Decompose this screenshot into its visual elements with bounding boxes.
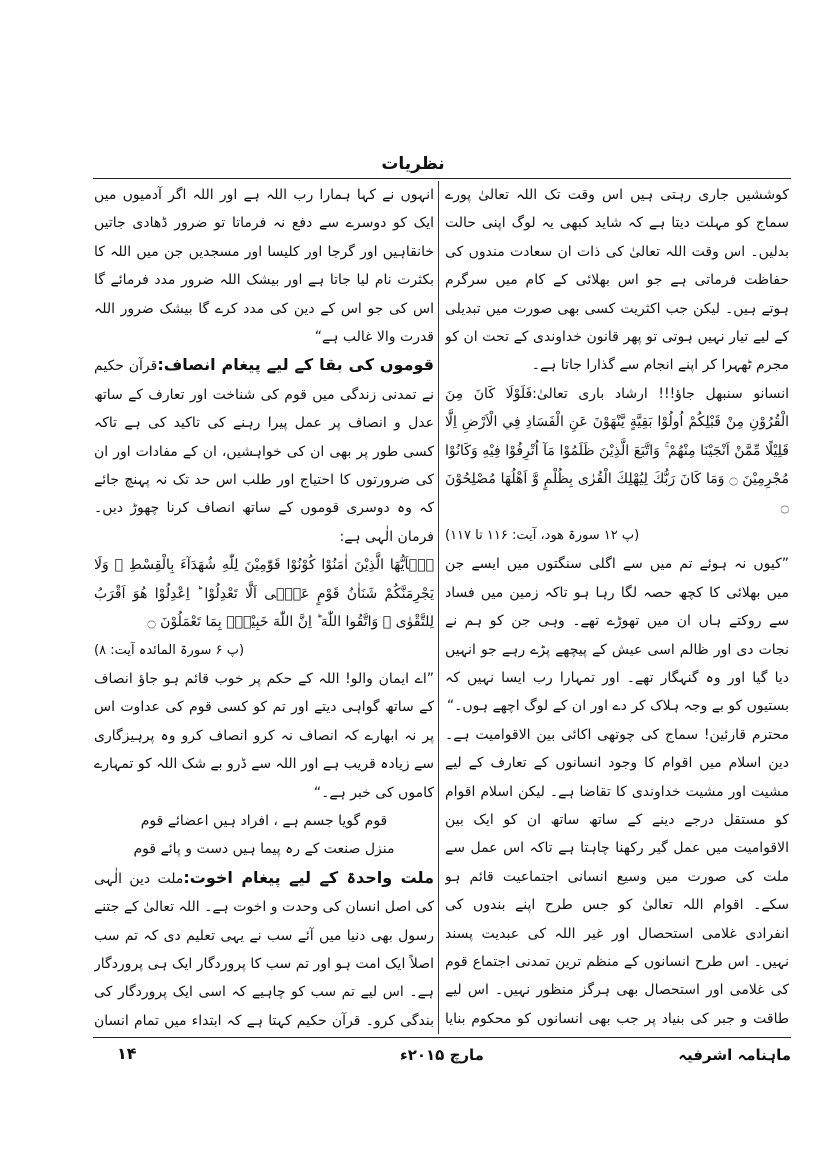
section-title: نظریات [381,154,445,174]
paragraph: محترم قارئین! سماج کی چوتھی اکائی بین الاقوامیت ہے۔ دین اسلام میں اقوام کا وجود انسانوں کے تعارف کے لیے مشیت اور مشیت خداوندی کا تقاضا ہے۔ لیکن اسلام اقوام کو مستقل درجے دینے کے ساتھ ساتھ ان کو ایک بین الاقوامیت میں عمل گیر رکھنا چاہتا ہے تاکہ اس عمل سے ملت کی صورت میں وسیع انسانی اجتماعیت قائم ہو سکے۔ اقوام اللہ تعالیٰ کو جس طرح اپنے بندوں کی انفرادی غلامی استحصال اور غیر اللہ کی عبدیت پسند نہیں۔ اس طرح انسانوں کے منظم ترین تمدنی اجتماع قوم کی غلامی اور استحصال بھی ہرگز منظور نہیں۔ اس لیے طاقت و جبر کی بنیاد پر جب بھی انسانوں کو محکوم بنایا [445,726,789,1027]
column-divider [438,181,439,1034]
magazine-name: ماہنامہ اشرفیہ [678,1046,791,1064]
page-number: ۱۴ [117,1044,137,1063]
paragraph: انہوں نے کہا ہمارا رب اللہ ہے اور اللہ اگر آدمیوں میں ایک کو دوسرے سے دفع نہ فرماتا تو ضرور ڈھادی جاتیں خانقاہیں اور گرجا اور کلیسا اور مسجدیں جن میں اللہ کا بکثرت نام لیا جاتا ہے اور بیشک اللہ ضرور مدد فرمائے گا اس کی جو اس کے دین کی مدد کرے گا بیشک ضرور اللہ قدرت والا غالب ہے“ [94,187,434,346]
section-heading: قوموں کی بقا کے لیے پیغام انصاف: [157,355,434,375]
paragraph-text: ملت دین الٰہی کی اصل انسان کی وحدت و اخوت ہے۔ اللہ تعالیٰ کے جتنے رسول بھی دنیا میں آئے سب نے یہی تعلیم دی کہ تم سب اصلاً ایک امت ہو اور تم سب کا پروردگار ایک ہی پروردگار ہے۔ اس لیے تم سب کو چاہیے کہ اسی ایک پروردگار کی بندگی کرو۔ قرآن حکیم کہتا ہے کہ ابتداء میں تمام انسان [94,870,434,1029]
intro-text: انسانو سنبھل جاؤ!!! ارشاد باری تعالیٰ: [532,385,789,402]
issue-date: مارچ ۲۰۱۵ء [400,1046,484,1064]
paragraph-text: قرآن حکیم نے تمدنی زندگی میں قوم کی شناخت اور تعارف کے ساتھ عدل و انصاف پر عمل پیرا رہنے کی تاکید کی ہے تاکہ کسی طور پر بھی ان کی خواہشیں، ان کے مفادات اور ان کی ضرورتوں کا احتیاج اور طلب اس حد تک نہ پہنچ جائے کہ وہ دوسری قوموں کے ساتھ انصاف کرنا چھوڑ دیں۔ فرمان الٰہی ہے: [94,358,434,545]
poem-line: قوم گویا جسم ہے ، افراد ہیں اعضائے قوم [140,812,388,829]
quran-verse: فَلَوْلَا كَانَ مِنَ الْقُرُوْنِ مِنْ قَبْلِكُمْ اُولُوْا بَقِيَّةٍ يَّنْهَوْنَ عَنِ الْفَسَادِ فِي الْاَرْضِ اِلَّا قَلِيْلًا مِّمَّنْ اَنْجَيْنَا مِنْهُمْ ۚ وَاتَّبَعَ الَّذِيْنَ ظَلَمُوْا مَآ اُتْرِفُوْا فِيْهِ وَكَانُوْا مُجْرِمِيْنَ ۝ وَمَا كَانَ رَبُّكَ لِيُهْلِكَ الْقُرٰى بِظُلْمٍ وَّ اَهْلُهَا مُصْلِحُوْنَ ۝ [445,385,789,516]
paragraph: ”کیوں نہ ہوئے تم میں سے اگلی سنگتوں میں ایسے جن میں بھلائی کا کچھ حصہ لگا رہا ہو تاکہ زمین میں فساد سے روکتے ہاں ان میں تھوڑے تھے۔ وہی جن کو ہم نے نجات دی اور ظالم اسی عیش کے پیچھے پڑے رہے جو انہیں دیا گیا اور وہ گنہگار تھے۔ اور تمہارا رب ایسا نہیں کہ بستیوں کو بے وجہ ہلاک کر دے اور ان کے لوگ اچھے ہوں۔“ [445,556,789,715]
heading-paragraph [94,351,434,551]
header-rule [93,178,791,179]
poem-line: منزل صنعت کے رہ پیما ہیں دست و پائے قوم [133,841,395,858]
verse-reference: (پ ۱۲ سورۃ ھود، آیت: ۱۱۶ تا ۱۱۷) [445,527,640,543]
paragraph-intro [445,380,789,522]
heading-paragraph [94,864,434,1034]
paragraph: ”اے ایمان والو! اللہ کے حکم پر خوب قائم ہو جاؤ انصاف کے ساتھ گواہی دیتے اور تم کو کسی قوم کی عداوت اس پر نہ ابھارے کہ انصاف نہ کرو انصاف کرو وہ پرہیزگاری سے زیادہ قریب ہے اور اللہ سے ڈرو بے شک اللہ کو تمہارے کاموں کی خبر ہے۔“ [94,670,434,801]
left-column [94,181,434,1034]
verse-reference: (پ ۶ سورۃ المائدہ آیت: ۸) [94,642,245,658]
quran-verse: يٰۤاَيُّهَا الَّذِيْنَ اٰمَنُوْا كُوْنُوْا قَوّٰمِيْنَ لِلّٰهِ شُهَدَآءَ بِالْقِسْطِ ۫ وَلَا يَجْرِمَنَّكُمْ شَنَاٰنُ قَوْمٍ عَلٰۤى اَلَّا تَعْدِلُوْا ؕ اِعْدِلُوْا هُوَ اَقْرَبُ لِلتَّقْوٰى ۫ وَاتَّقُوا اللّٰهَ ؕ اِنَّ اللّٰهَ خَبِيْرٌۢ بِمَا تَعْمَلُوْنَ ۝ [94,557,434,631]
paragraph: کوششیں جاری رہتی ہیں اس وقت تک اللہ تعالیٰ پورے سماج کو مہلت دیتا ہے کہ شاید کبھی یہ لوگ اپنی حالت بدلیں۔ اس وقت اللہ تعالیٰ کی ذات ان سعادت مندوں کی حفاظت فرماتی ہے جو اس بھلائی کے کام میں سرگرم ہوتے ہیں۔ لیکن جب اکثریت کسی بھی صورت میں تبدیلی کے لیے تیار نہیں ہوتی تو پھر قانون خداوندی کے تحت ان کو مجرم ٹھہرا کر اپنے انجام سے گذارا جاتا ہے۔ [445,187,789,374]
footer-rule [93,1037,791,1038]
right-column [445,181,789,1034]
section-heading: ملت واحدۃ کے لیے پیغام اخوت: [183,867,434,887]
page-footer [93,1042,791,1070]
